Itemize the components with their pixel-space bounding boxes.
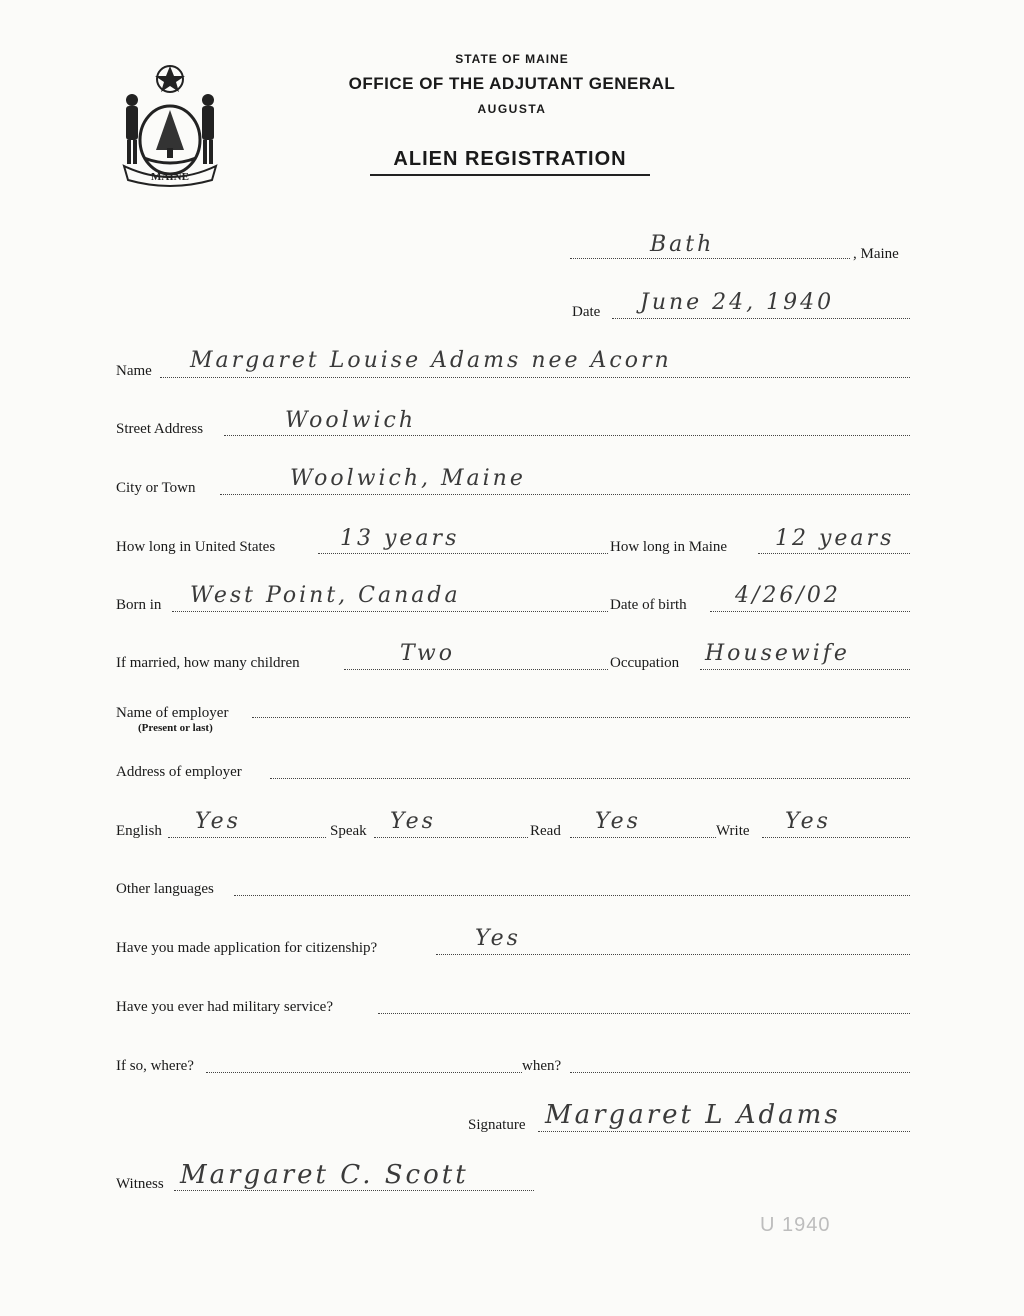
read-value: Yes [595, 809, 641, 834]
employer-sublabel: (Present or last) [138, 722, 213, 734]
signature-value: Margaret L Adams [545, 1100, 841, 1130]
signature-label: Signature [468, 1117, 526, 1133]
other-languages-label: Other languages [116, 881, 214, 897]
dob-label: Date of birth [610, 597, 687, 613]
children-value: Two [400, 641, 455, 666]
occupation-label: Occupation [610, 655, 680, 671]
svg-text:MAINE: MAINE [151, 171, 189, 183]
office-heading: OFFICE OF THE ADJUTANT GENERAL [348, 74, 676, 93]
dob-value: 4/26/02 [735, 583, 841, 608]
employer-label: Name of employer [116, 705, 229, 721]
city-heading: AUGUSTA [477, 102, 547, 116]
maine-value: 12 years [775, 526, 895, 551]
received-stamp: U 1940 [760, 1214, 831, 1236]
witness-value: Margaret C. Scott [180, 1160, 469, 1190]
place-suffix: , Maine [853, 246, 899, 262]
read-label: Read [530, 823, 561, 839]
place-value: Bath [650, 232, 715, 257]
city-value: Woolwich, Maine [290, 466, 526, 491]
employer-address-label: Address of employer [116, 764, 242, 780]
street-value: Woolwich [285, 408, 417, 433]
state-of-maine-seal-icon [118, 62, 222, 188]
speak-value: Yes [390, 809, 436, 834]
born-label: Born in [116, 597, 162, 613]
us-label: How long in United States [116, 539, 276, 555]
form-title: ALIEN REGISTRATION [370, 148, 650, 176]
name-value: Margaret Louise Adams nee Acorn [190, 348, 672, 373]
write-label: Write [716, 823, 750, 839]
occupation-value: Housewife [705, 641, 850, 666]
english-value: Yes [195, 809, 241, 834]
children-label: If married, how many children [116, 655, 300, 671]
speak-label: Speak [330, 823, 367, 839]
where-label: If so, where? [116, 1058, 194, 1074]
state-heading: STATE OF MAINE [455, 52, 569, 66]
date-label: Date [572, 304, 601, 320]
us-value: 13 years [340, 526, 460, 551]
witness-label: Witness [116, 1176, 164, 1192]
date-value: June 24, 1940 [640, 290, 835, 315]
born-value: West Point, Canada [190, 583, 461, 608]
citizenship-value: Yes [475, 926, 521, 951]
maine-label: How long in Maine [610, 539, 728, 555]
write-value: Yes [785, 809, 831, 834]
military-label: Have you ever had military service? [116, 999, 333, 1015]
when-label: when? [522, 1058, 562, 1074]
citizenship-label: Have you made application for citizenship? [116, 940, 378, 956]
street-label: Street Address [116, 421, 204, 437]
english-label: English [116, 823, 162, 839]
city-label: City or Town [116, 480, 196, 496]
name-label: Name [116, 363, 152, 379]
